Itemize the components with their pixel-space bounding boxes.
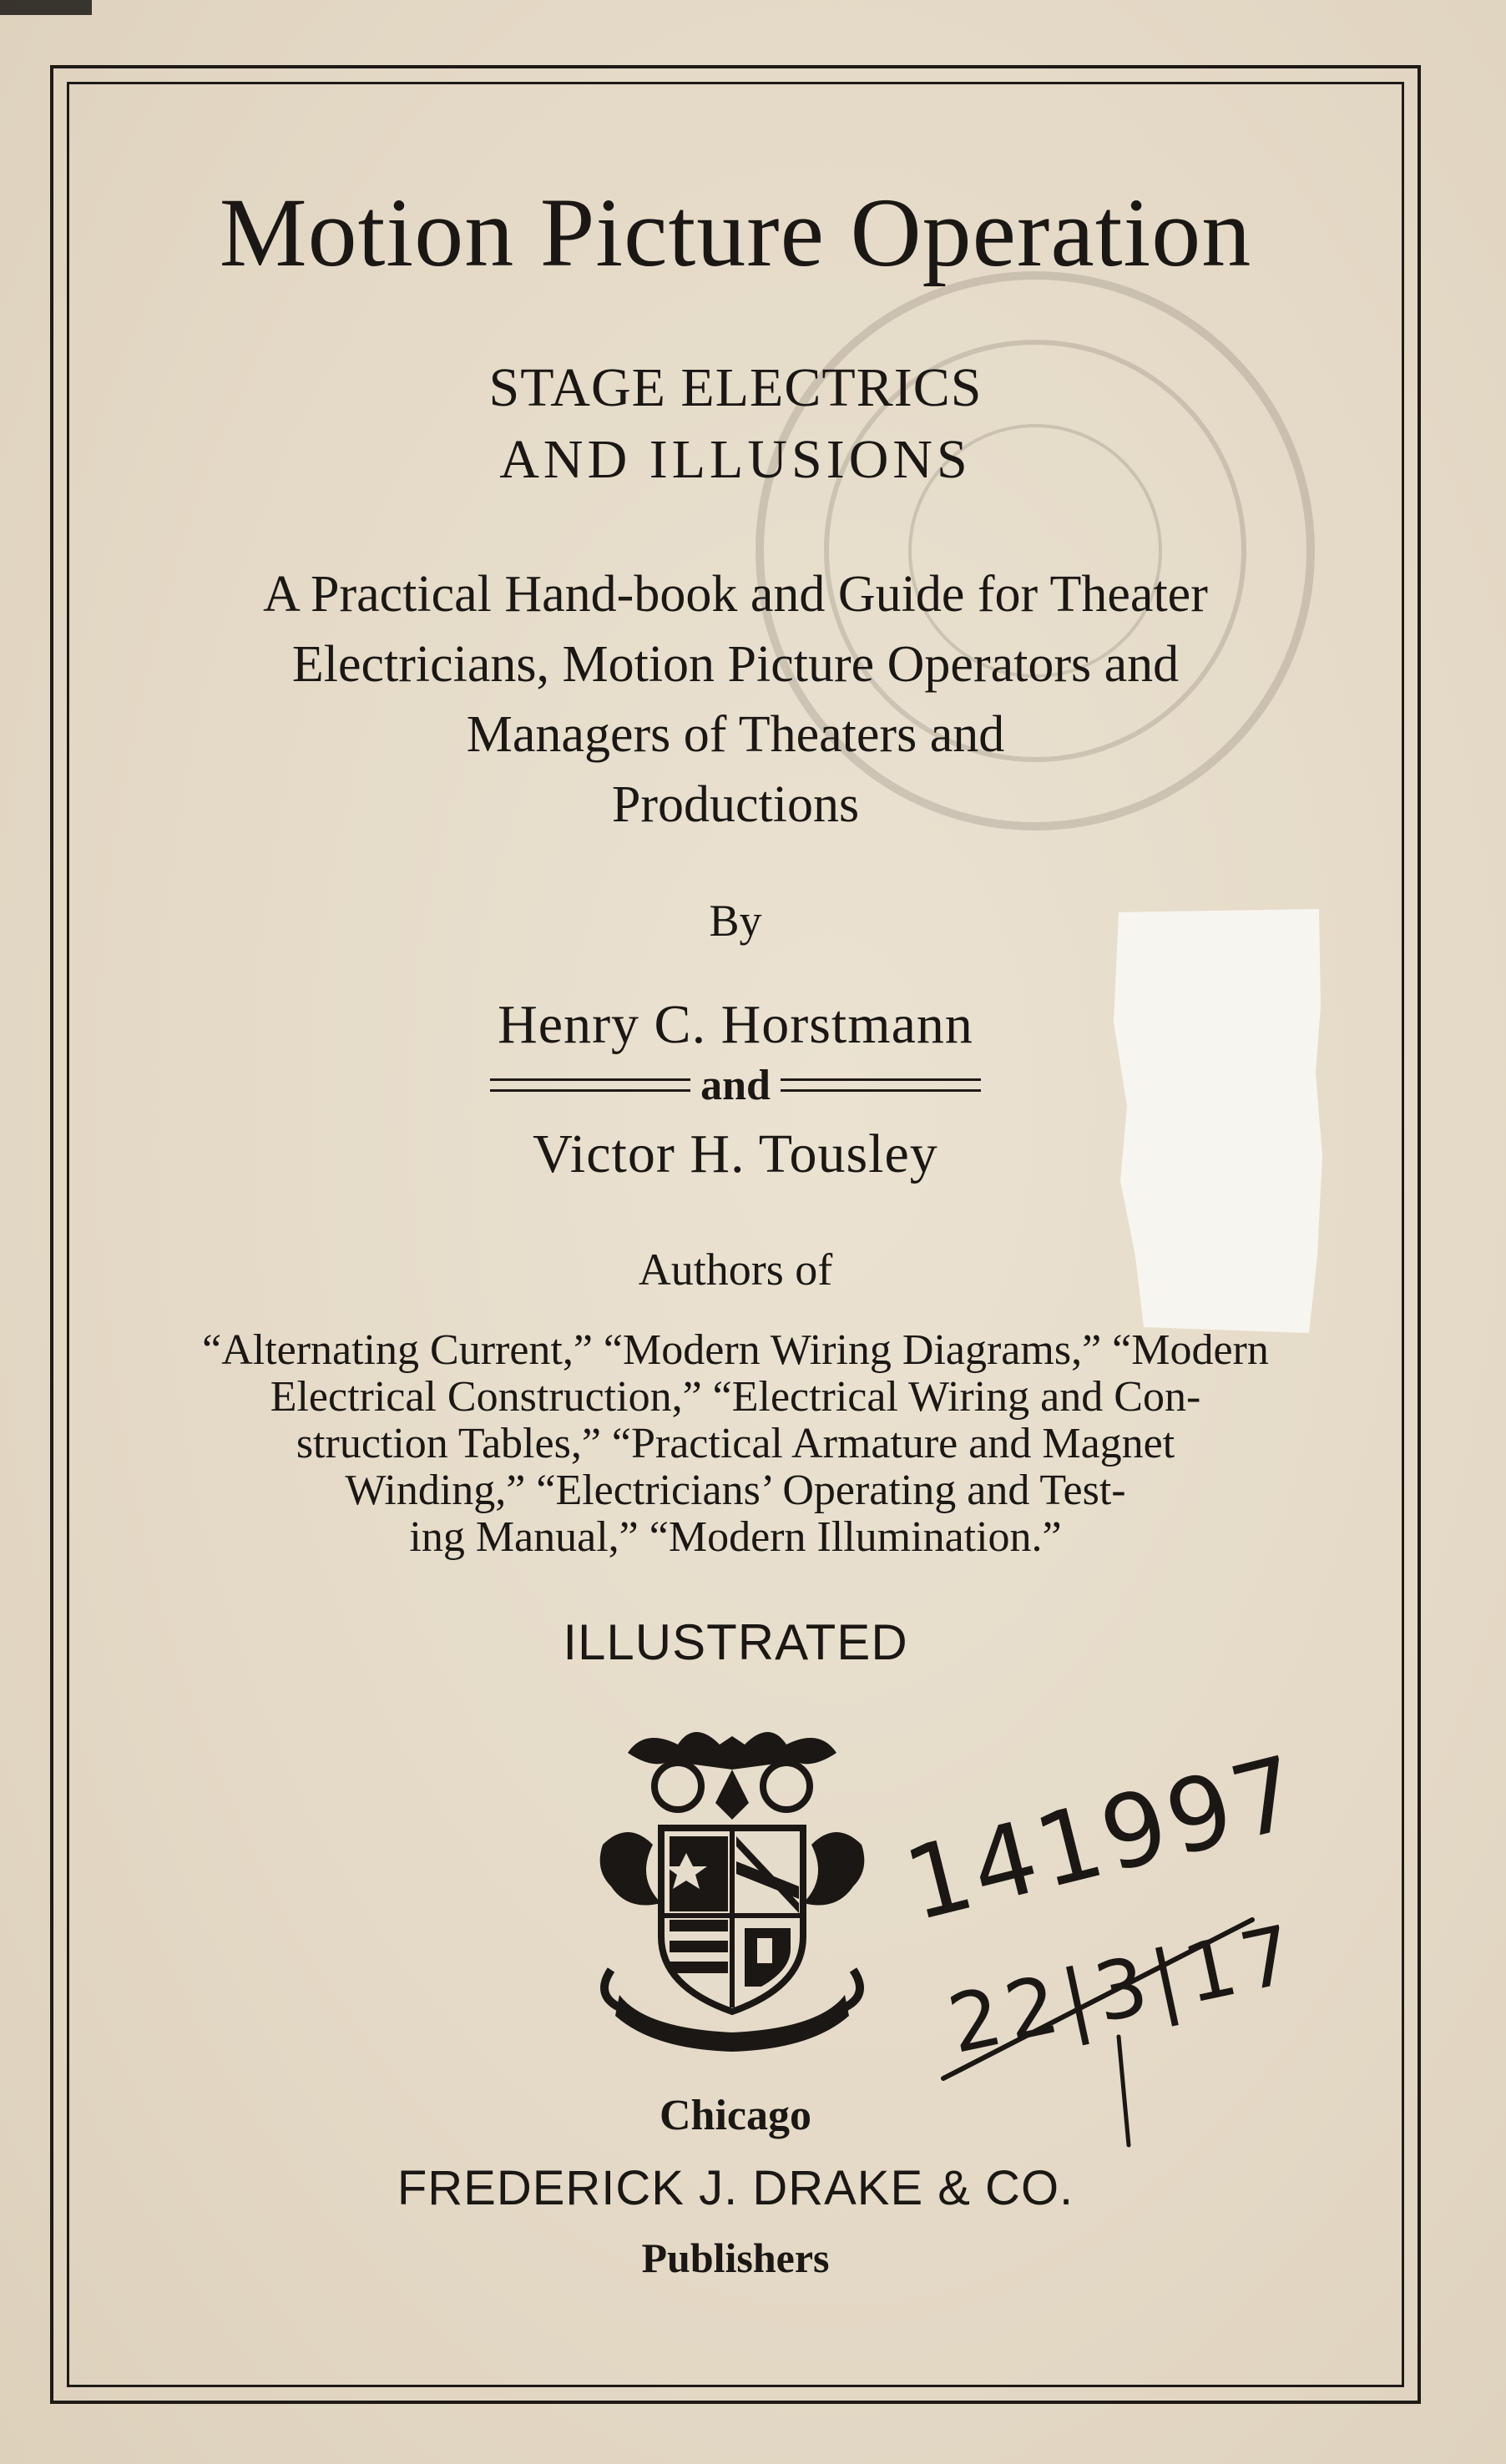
description-line: Productions <box>611 776 860 833</box>
book-description <box>67 559 1404 840</box>
double-rule-left <box>490 1078 690 1092</box>
works-line: Winding,” “Electricians’ Operating and Test- <box>345 1467 1126 1514</box>
works-line: Electrical Construction,” “Electrical Wiring and Con- <box>270 1373 1201 1421</box>
handwritten-date: 22|3|17 <box>940 1906 1308 2072</box>
works-line: struction Tables,” “Practical Armature and Magnet <box>296 1420 1175 1467</box>
author-name-1: Henry C. Horstmann <box>498 994 973 1055</box>
publisher-city: Chicago <box>660 2092 811 2139</box>
corner-ink-mark <box>0 0 92 15</box>
description-line: Electricians, Motion Picture Operators and <box>291 636 1180 693</box>
description-line: A Practical Hand-book and Guide for Theater <box>263 566 1208 623</box>
illustrated-label: ILLUSTRATED <box>563 1614 908 1670</box>
publisher-crest-icon <box>594 1719 870 2053</box>
publishers-label: Publishers <box>641 2234 830 2281</box>
other-works-list <box>67 1327 1404 1561</box>
handwritten-accession-number: 141997 <box>894 1734 1313 1944</box>
double-rule-right <box>781 1078 981 1092</box>
subtitle-line-2: AND ILLUSIONS <box>499 429 972 490</box>
works-line: “Alternating Current,” “Modern Wiring Diagrams,” “Modern <box>202 1326 1269 1374</box>
by-label: By <box>709 896 762 946</box>
subtitle-line-1: STAGE ELECTRICS <box>488 357 983 418</box>
works-line: ing Manual,” “Modern Illumination.” <box>409 1513 1062 1561</box>
description-line: Managers of Theaters and <box>466 706 1005 763</box>
author-name-2: Victor H. Tousley <box>533 1123 938 1184</box>
publisher-name: FREDERICK J. DRAKE & CO. <box>397 2161 1074 2215</box>
authors-of-label: Authors of <box>638 1245 833 1295</box>
tape-patch <box>1110 906 1326 1336</box>
book-title: Motion Picture Operation <box>219 178 1252 287</box>
and-label: and <box>700 1061 771 1109</box>
